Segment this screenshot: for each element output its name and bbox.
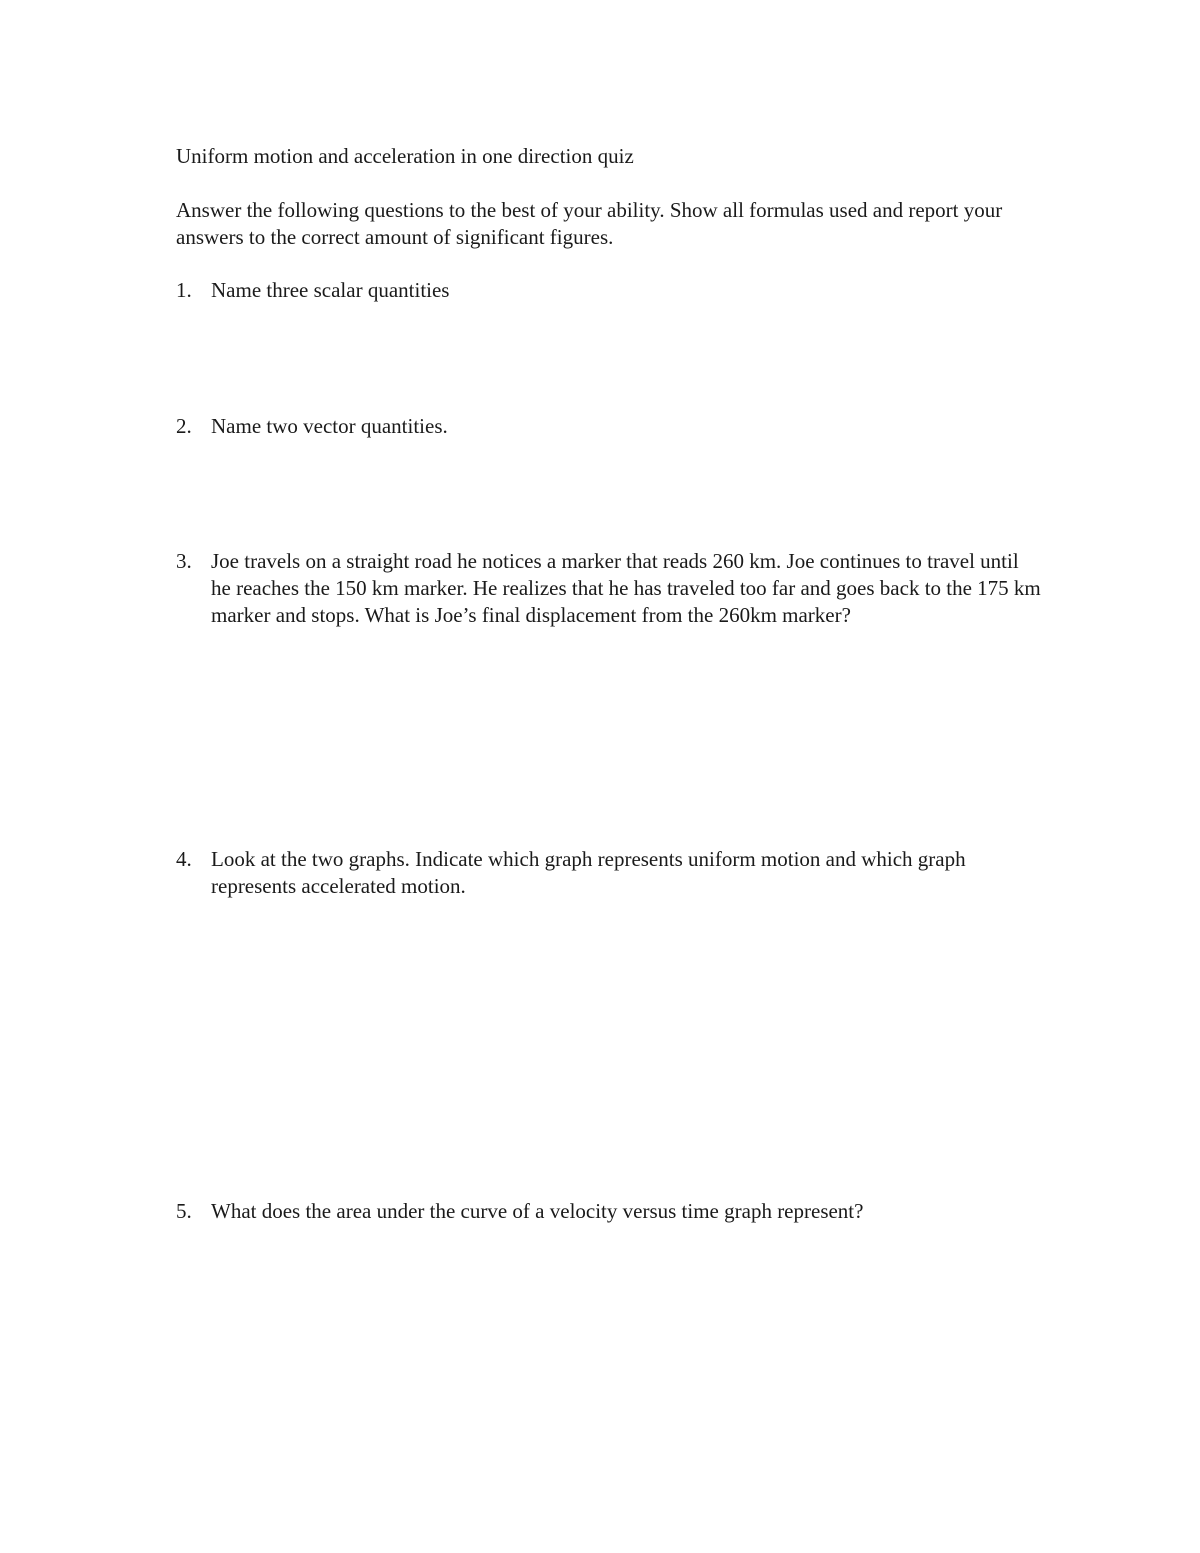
quiz-title: Uniform motion and acceleration in one direction quiz	[176, 144, 634, 168]
question-text: What does the area under the curve of a velocity versus time graph represent?	[211, 1199, 864, 1223]
question-number: 5.	[176, 1199, 192, 1223]
question-number: 1.	[176, 278, 192, 302]
question-text: Name two vector quantities.	[211, 414, 448, 438]
question-number: 4.	[176, 847, 192, 871]
question-text: Look at the two graphs. Indicate which graph represents uniform motion and which graph represents accelerated motion.	[211, 847, 966, 898]
question-number: 3.	[176, 549, 192, 573]
question-text: Name three scalar quantities	[211, 278, 450, 302]
quiz-instructions: Answer the following questions to the best of your ability. Show all formulas used and report your answers to the correct amount of significant figures.	[176, 198, 1003, 249]
question-text: Joe travels on a straight road he notices a marker that reads 260 km. Joe continues to travel until he reaches the 150 km marker. He realizes that he has traveled too far and goes back to the 175 km marker and stops. What is Joe’s final displacement from the 260km marker?	[211, 549, 1041, 627]
question-number: 2.	[176, 414, 192, 438]
